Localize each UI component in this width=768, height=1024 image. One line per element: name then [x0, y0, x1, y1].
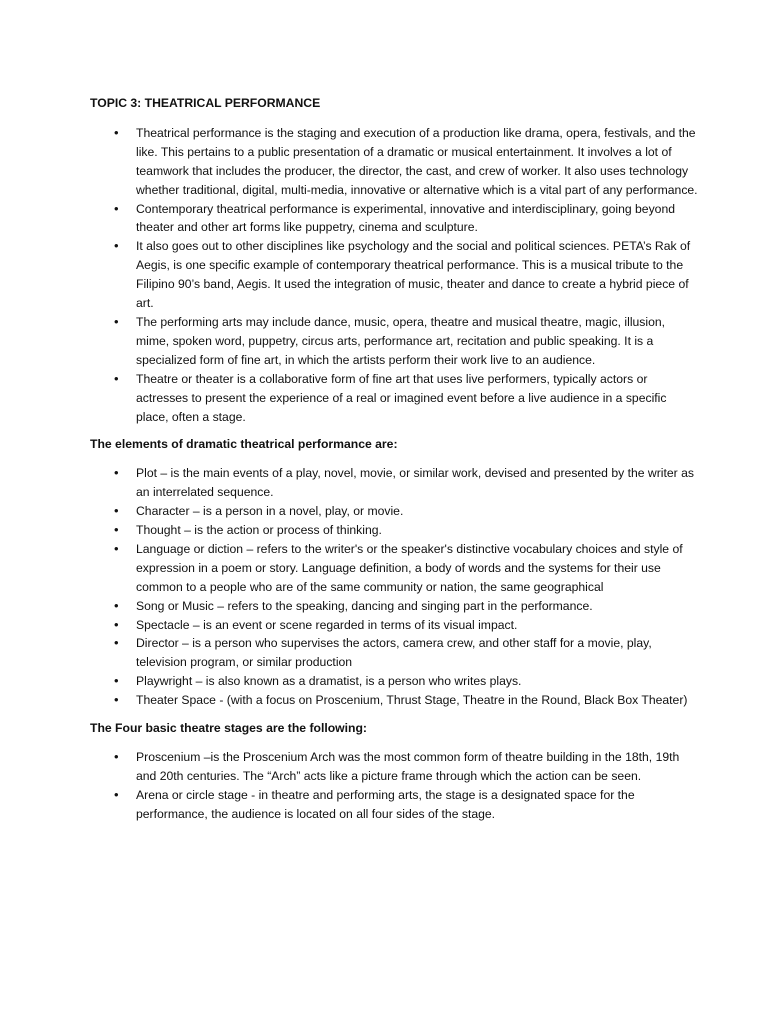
list-item: • Theater Space - (with a focus on Proscenium, Thrust Stage, Theatre in the Round, Black Box Theater)	[90, 691, 698, 710]
list-item: • Arena or circle stage - in theatre and performing arts, the stage is a designated space for the performance, the audience is located on all four sides of the stage.	[90, 786, 698, 824]
list-item: • Contemporary theatrical performance is experimental, innovative and interdisciplinary, going beyond theater and other art forms like puppetry, cinema and sculpture.	[90, 200, 698, 238]
intro-bullet-list	[90, 124, 698, 427]
list-item: • Theatre or theater is a collaborative form of fine art that uses live performers, typically actors or actresses to present the experience of a real or imagined event before a live audience in a specific place, often a stage.	[90, 370, 698, 427]
list-item: • Director – is a person who supervises the actors, camera crew, and other staff for a movie, play, television program, or similar production	[90, 634, 698, 672]
elements-heading: The elements of dramatic theatrical performance are:	[90, 437, 398, 452]
elements-bullet-list	[90, 464, 698, 710]
list-item: • Playwright – is also known as a dramatist, is a person who writes plays.	[90, 672, 698, 691]
stages-bullet-list	[90, 748, 698, 824]
list-item: • Theatrical performance is the staging and execution of a production like drama, opera, festivals, and the like. This pertains to a public presentation of a dramatic or musical entertainment. It involves a lot of teamwork that includes the producer, the director, the cast, and crew of worker. It also uses technology whether traditional, digital, multi-media, innovative or alternative which is a vital part of any performance.	[90, 124, 698, 200]
list-item: • Thought – is the action or process of thinking.	[90, 521, 698, 540]
list-item: • It also goes out to other disciplines like psychology and the social and political sciences. PETA’s Rak of Aegis, is one specific example of contemporary theatrical performance. This is a musical tribute to the Filipino 90’s band, Aegis. It used the integration of music, theater and dance to create a hybrid piece of art.	[90, 237, 698, 313]
page-title: TOPIC 3: THEATRICAL PERFORMANCE	[90, 96, 321, 110]
list-item: • Spectacle – is an event or scene regarded in terms of its visual impact.	[90, 616, 698, 635]
list-item: • Language or diction – refers to the writer's or the speaker's distinctive vocabulary choices and style of expression in a poem or story. Language definition, a body of words and the systems for their use common to a people who are of the same community or nation, the same geographical	[90, 540, 698, 597]
stages-heading: The Four basic theatre stages are the following:	[90, 721, 367, 736]
list-item: • Song or Music – refers to the speaking, dancing and singing part in the performance.	[90, 597, 698, 616]
list-item: • Proscenium –is the Proscenium Arch was the most common form of theatre building in the 18th, 19th and 20th centuries. The “Arch” acts like a picture frame through which the action can be seen.	[90, 748, 698, 786]
list-item: • Plot – is the main events of a play, novel, movie, or similar work, devised and presented by the writer as an interrelated sequence.	[90, 464, 698, 502]
list-item: • The performing arts may include dance, music, opera, theatre and musical theatre, magic, illusion, mime, spoken word, puppetry, circus arts, performance art, recitation and public speaking. It is a specialized form of fine art, in which the artists perform their work live to an audience.	[90, 313, 698, 370]
list-item: • Character – is a person in a novel, play, or movie.	[90, 502, 698, 521]
